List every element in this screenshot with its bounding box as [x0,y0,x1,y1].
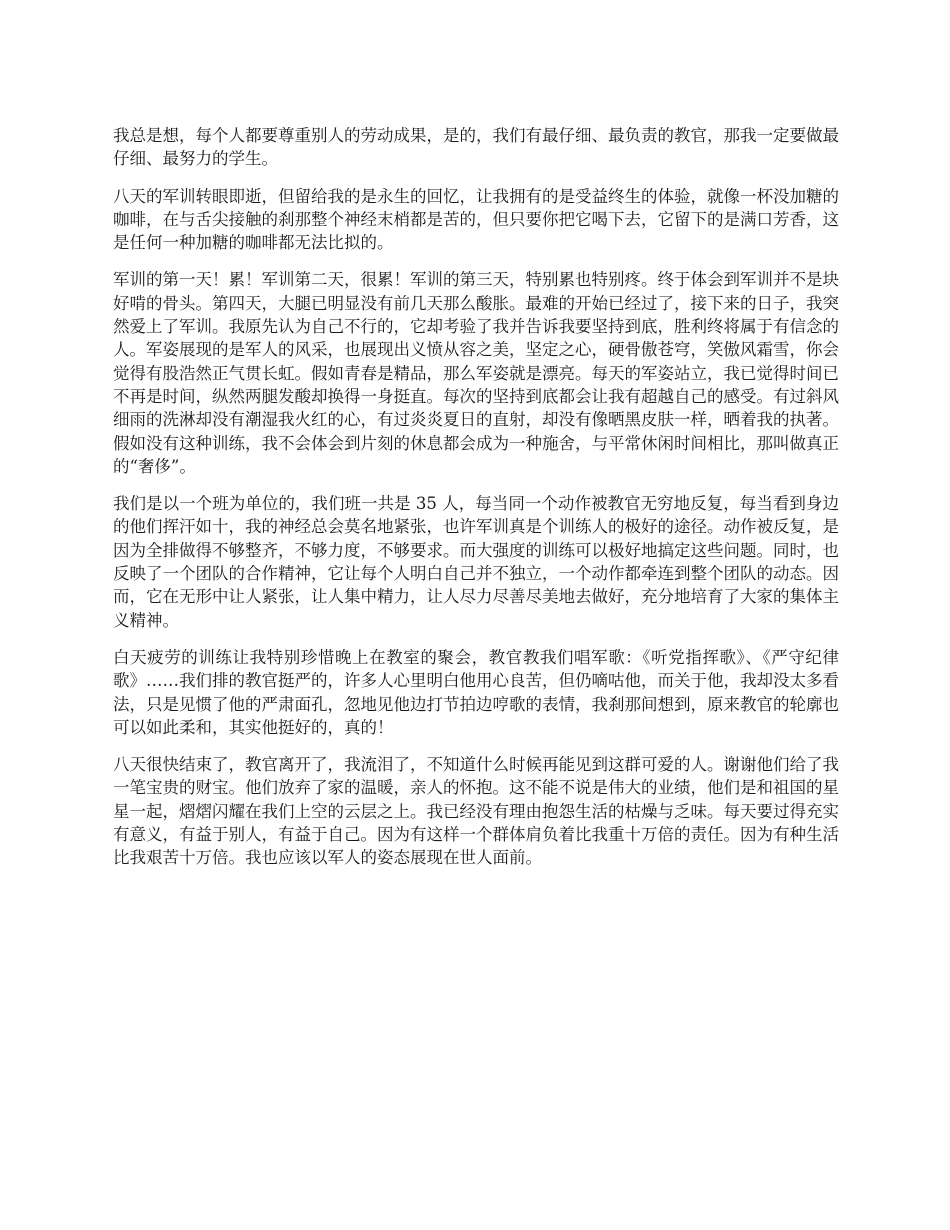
paragraph-3: 军训的第一天！累！军训第二天，很累！军训的第三天，特别累也特别疼。终于体会到军训并不是块好啃的骨头。第四天，大腿已明显没有前几天那么酸胀。最难的开始已经过了，接下来的日子，我突然爱上了军训。我原先认为自己不行的，它却考验了我并告诉我要坚持到底，胜利终将属于有信念的人。军姿展现的是军人的风采，也展现出义愤从容之美，坚定之心，硬骨傲苍穹，笑傲风霜雪，你会觉得有股浩然正气贯长虹。假如青春是精品，那么军姿就是漂亮。每天的军姿站立，我已觉得时间已不再是时间，纵然两腿发酸却换得一身挺直。每次的坚持到底都会让我有超越自己的感受。有过斜风细雨的洗淋却没有潮湿我火红的心，有过炎炎夏日的直射，却没有像晒黑皮肤一样，晒着我的执著。假如没有这种训练，我不会体会到片刻的休息都会成为一种施舍，与平常休闲时间相比，那叫做真正的“奢侈”。 [113,270,839,476]
paragraph-5: 白天疲劳的训练让我特别珍惜晚上在教室的聚会，教官教我们唱军歌：《听党指挥歌》、《严守纪律歌》……我们排的教官挺严的，许多人心里明白他用心良苦，但仍嘀咕他，而关于他，我却没太多看法，只是见惯了他的严肃面孔，忽地见他边打节拍边哼歌的表情，我刹那间想到，原来教官的轮廓也可以如此柔和，其实他挺好的，真的！ [113,647,839,737]
paragraph-2: 八天的军训转眼即逝，但留给我的是永生的回忆，让我拥有的是受益终生的体验，就像一杯没加糖的咖啡，在与舌尖接触的刹那整个神经末梢都是苦的，但只要你把它喝下去，它留下的是满口芳香，这是任何一种加糖的咖啡都无法比拟的。 [113,186,839,253]
paragraph-1: 我总是想，每个人都要尊重别人的劳动成果，是的，我们有最仔细、最负责的教官，那我一定要做最仔细、最努力的学生。 [113,126,839,169]
document-body [113,124,839,884]
paragraph-4: 我们是以一个班为单位的，我们班一共是 35 人，每当同一个动作被教官无穷地反复，每当看到身边的他们挥汗如十，我的神经总会莫名地紧张，也许军训真是个训练人的极好的途径。动作被反复，是因为全排做得不够整齐，不够力度，不够要求。而大强度的训练可以极好地搞定这些问题。同时，也反映了一个团队的合作精神，它让每个人明白自己并不独立，一个动作都牵连到整个团队的动态。因而，它在无形中让人紧张，让人集中精力，让人尽力尽善尽美地去做好，充分地培育了大家的集体主义精神。 [113,494,839,630]
paragraph-6: 八天很快结束了，教官离开了，我流泪了，不知道什么时候再能见到这群可爱的人。谢谢他们给了我一笔宝贵的财宝。他们放弃了家的温暖，亲人的怀抱。这不能不说是伟大的业绩，他们是和祖国的星星一起，熠熠闪耀在我们上空的云层之上。我已经没有理由抱怨生活的枯燥与乏味。每天要过得充实有意义，有益于别人，有益于自己。因为有这样一个群体肩负着比我重十万倍的责任。因为有种生活比我艰苦十万倍。我也应该以军人的姿态展现在世人面前。 [113,755,839,868]
